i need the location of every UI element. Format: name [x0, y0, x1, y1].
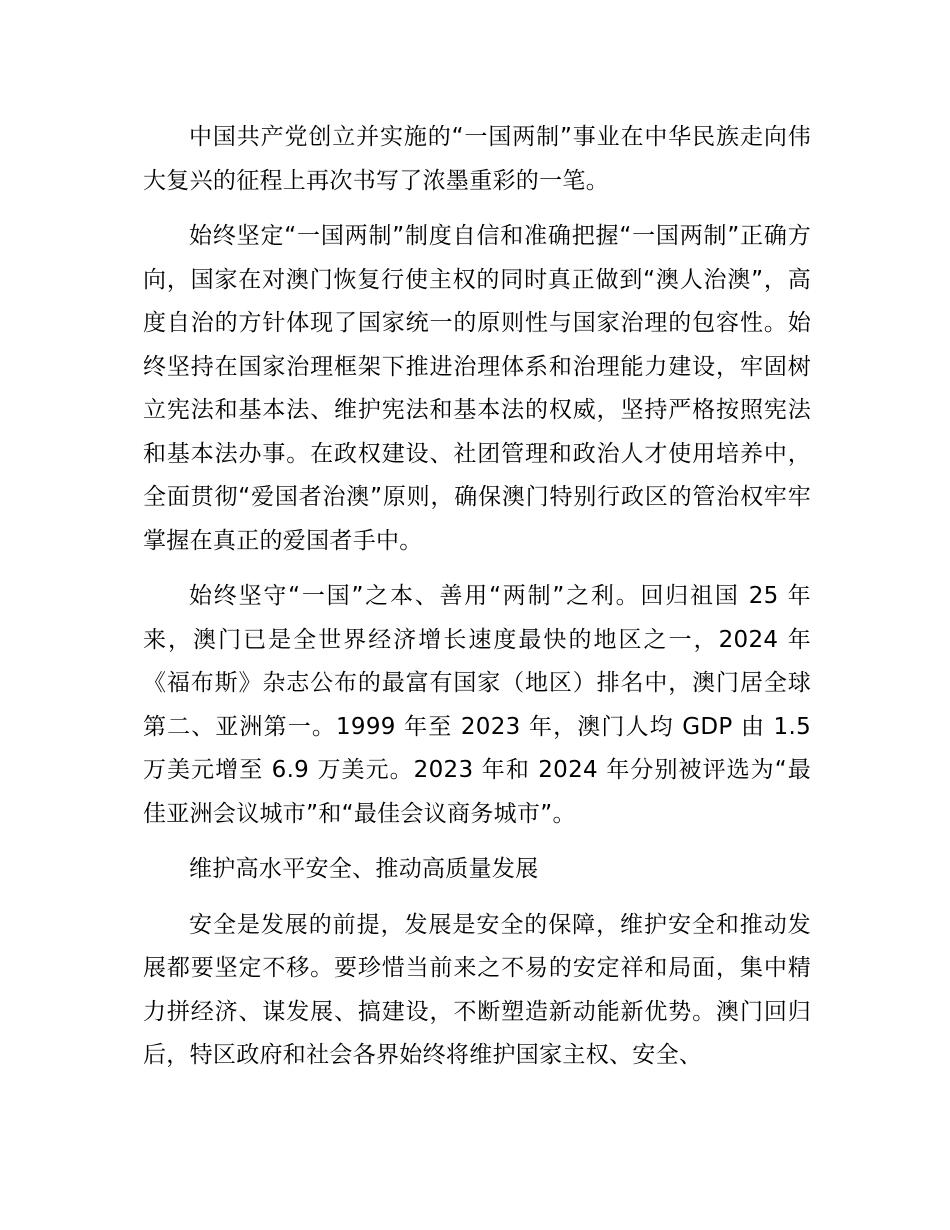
paragraph-one-country-two-systems: 始终坚定“一国两制”制度自信和准确把握“一国两制”正确方向，国家在对澳门恢复行使主权的同时真正做到“澳人治澳”，高度自治的方针体现了国家统一的原则性与国家治理的包容性。始终坚持在国家治理框架下推进治理体系和治理能力建设，牢固树立宪法和基本法、维护宪法和基本法的权威，坚持严格按照宪法和基本法办事。在政权建设、社团管理和政治人才使用培养中，全面贯彻“爱国者治澳”原则，确保澳门特别行政区的管治权牢牢掌握在真正的爱国者手中。 [143, 223, 811, 554]
document-page [143, 116, 811, 1090]
paragraph-security-development: 安全是发展的前提，发展是安全的保障，维护安全和推动发展都要坚定不移。要珍惜当前来之不易的安定祥和局面，集中精力拼经济、谋发展、搞建设，不断塑造新动能新优势。澳门回归后，特区政府和社会各界始终将维护国家主权、安全、 [143, 911, 811, 1068]
paragraph-economic-achievements: 始终坚守“一国”之本、善用“两制”之利。回归祖国 25 年来，澳门已是全世界经济增长速度最快的地区之一，2024 年《福布斯》杂志公布的最富有国家（地区）排名中，澳门居全球第二、亚洲第一。1999 年至 2023 年，澳门人均 GDP 由 1.5 万美元增至 6.9 万美元。2023 年和 2024 年分别被评选为“最佳亚洲会议城市”和“最佳会议商务城市”。 [143, 583, 811, 827]
section-heading: 维护高水平安全、推动高质量发展 [189, 856, 539, 882]
paragraph-intro: 中国共产党创立并实施的“一国两制”事业在中华民族走向伟大复兴的征程上再次书写了浓墨重彩的一笔。 [143, 124, 811, 194]
